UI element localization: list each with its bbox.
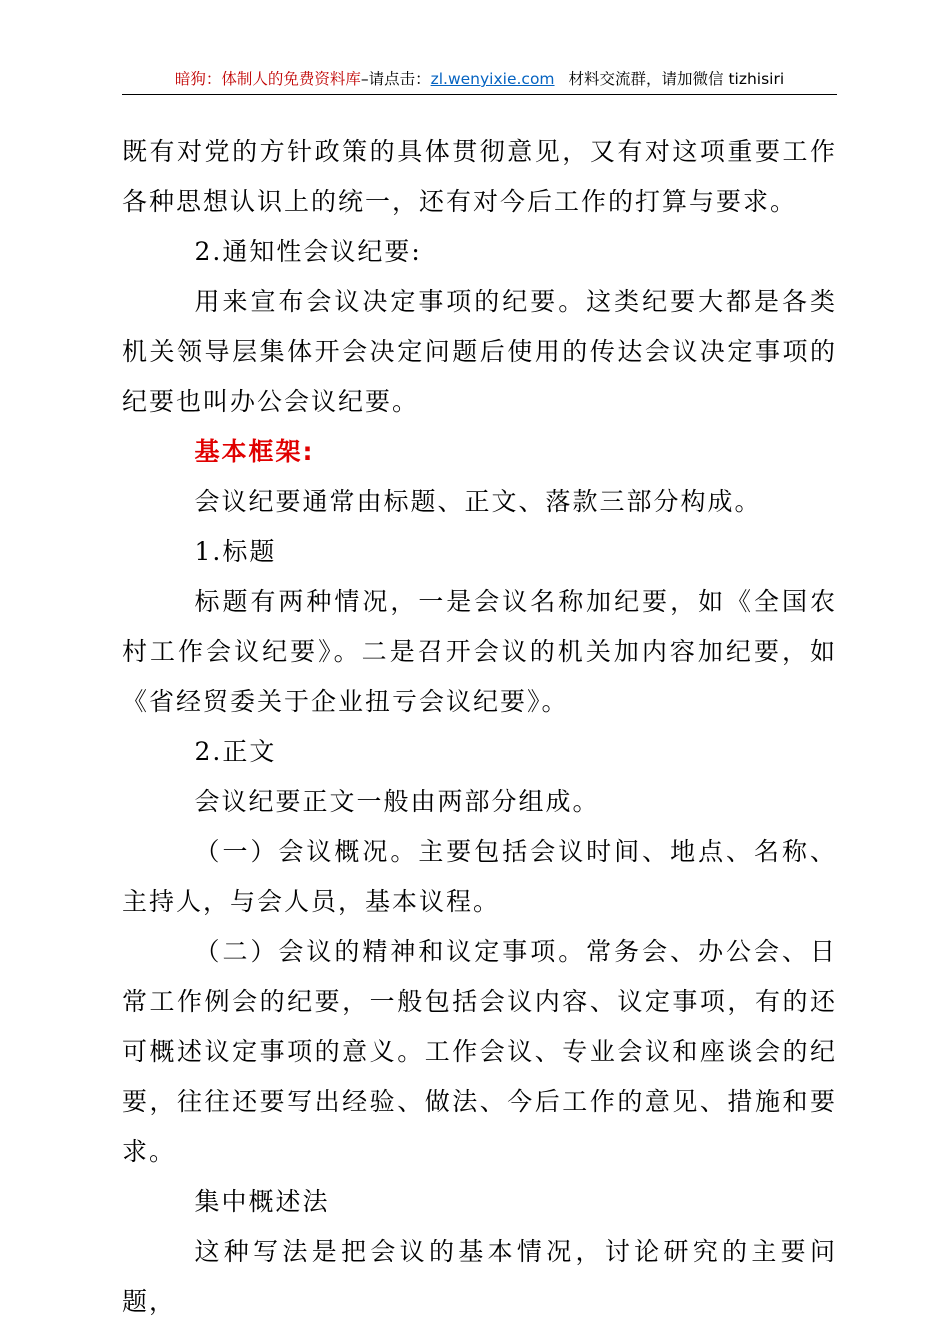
section-heading: 基本框架:: [194, 437, 315, 466]
header-link[interactable]: zl.wenyixie.com: [430, 70, 555, 88]
body-paragraph: 既有对党的方针政策的具体贯彻意见，又有对这项重要工作各种思想认识上的统一，还有对今后工作的打算与要求。: [122, 137, 837, 216]
section-subheading: 1.标题: [194, 537, 277, 566]
header-site-name: 暗狗：体制人的免费资料库: [174, 70, 361, 88]
section-subheading: 2.通知性会议纪要:: [194, 237, 422, 266]
body-paragraph: （一）会议概况。主要包括会议时间、地点、名称、主持人，与会人员，基本议程。: [122, 837, 837, 916]
page-header: [122, 68, 837, 95]
body-paragraph: 会议纪要通常由标题、正文、落款三部分构成。: [194, 487, 762, 516]
header-wechat-note: 材料交流群，请加微信 tizhisiri: [568, 70, 785, 88]
section-subheading: 2.正文: [194, 737, 277, 766]
body-paragraph: （二）会议的精神和议定事项。常务会、办公会、日常工作例会的纪要，一般包括会议内容、议定事项，有的还可概述议定事项的意义。工作会议、专业会议和座谈会的纪要，往往还要写出经验、做法、今后工作的意见、措施和要求。: [122, 937, 837, 1166]
body-paragraph: 会议纪要正文一般由两部分组成。: [194, 787, 600, 816]
section-subheading: 集中概述法: [194, 1187, 330, 1216]
body-paragraph: 用来宣布会议决定事项的纪要。这类纪要大都是各类机关领导层集体开会决定问题后使用的传达会议决定事项的纪要也叫办公会议纪要。: [122, 287, 837, 416]
body-paragraph: 这种写法是把会议的基本情况，讨论研究的主要问题，: [122, 1237, 837, 1316]
document-body: [122, 127, 837, 1327]
header-click-prompt: –请点击：: [360, 70, 431, 88]
body-paragraph: 标题有两种情况，一是会议名称加纪要，如《全国农村工作会议纪要》。二是召开会议的机关加内容加纪要，如《省经贸委关于企业扭亏会议纪要》。: [122, 587, 837, 716]
